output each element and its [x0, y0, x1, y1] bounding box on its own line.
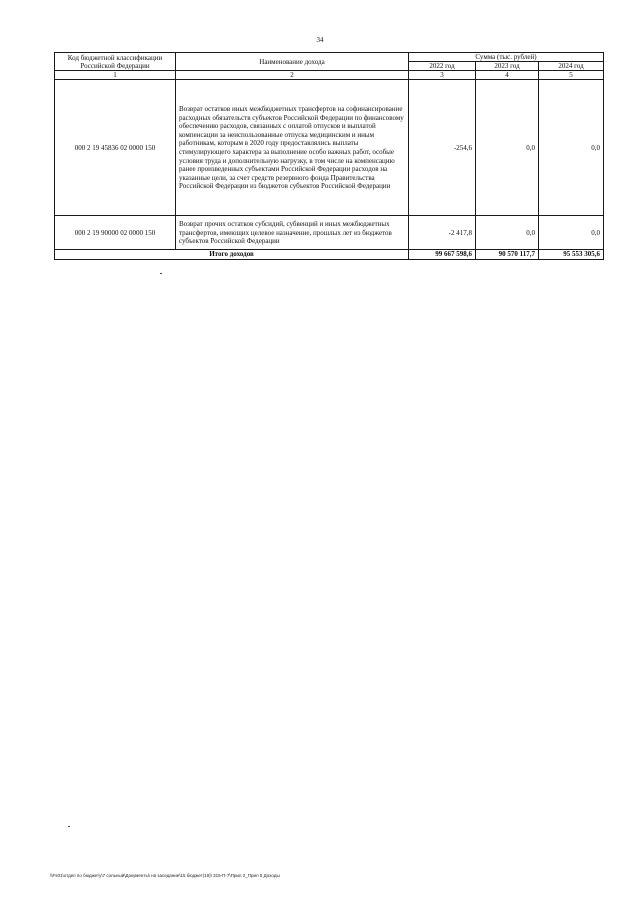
column-number-row — [55, 71, 604, 80]
table-row — [55, 216, 604, 250]
column-number: 3 — [409, 71, 476, 80]
header-year-2022: 2022 год — [409, 62, 476, 71]
scan-speck — [160, 273, 162, 274]
row-name: Возврат прочих остатков субсидий, субвенций и иных межбюджетных трансфертов, имеющих целевое назначение, прошлых лет из бюджетов субъектов Российской Федерации — [176, 216, 409, 250]
column-number: 4 — [476, 71, 539, 80]
total-amount-2024: 95 553 305,6 — [539, 250, 604, 260]
row-amount-2024: 0,0 — [539, 216, 604, 250]
total-label: Итого доходов — [55, 250, 409, 260]
column-number: 1 — [55, 71, 176, 80]
total-amount-2022: 99 667 598,6 — [409, 250, 476, 260]
header-code: Код бюджетной классификации Российской Федерации — [55, 53, 176, 71]
column-number: 2 — [176, 71, 409, 80]
revenue-table — [54, 52, 604, 260]
row-amount-2022: -254,6 — [409, 80, 476, 216]
row-amount-2024: 0,0 — [539, 80, 604, 216]
row-name: Возврат остатков иных межбюджетных трансфертов на софинансирование расходных обязательств субъектов Российской Федерации по финансовому обеспечению расходов, связанных с оплатой отпусков и выплатой компенсации за неиспользованные отпуска медицинским и иным работникам, которым в 2020 году предоставлялись выплаты стимулирующего характера за выполнение особо важных работ, особые условия труда и дополнительную нагрузку, в том числе на компенсацию ранее произведенных субъектами Российской Федерации расходов на указанные цели, за счет средств резервного фонда Правительства Российской Федерации из бюджетов субъектов Российской Федерации — [176, 80, 409, 216]
header-year-2024: 2024 год — [539, 62, 604, 71]
row-amount-2022: -2 417,8 — [409, 216, 476, 250]
scan-speck — [68, 826, 70, 827]
header-year-2023: 2023 год — [476, 62, 539, 71]
row-amount-2023: 0,0 — [476, 216, 539, 250]
row-code: 000 2 19 45836 02 0000 150 — [55, 80, 176, 216]
header-sum: Сумма (тыс. рублей) — [409, 53, 604, 62]
total-amount-2023: 90 570 117,7 — [476, 250, 539, 260]
total-row — [55, 250, 604, 260]
table-row — [55, 80, 604, 216]
column-number: 5 — [539, 71, 604, 80]
footer-file-path: \\Fs01\отдел по бюджету\7 сольный\Документы\ на заседание\15 бюджет(19)\ 315-П-7\Прил 2_Прил 5 Доходы — [50, 873, 280, 878]
header-name: Наименование дохода — [176, 53, 409, 71]
page-number: 34 — [316, 36, 324, 44]
table-header-row — [55, 53, 604, 62]
row-amount-2023: 0,0 — [476, 80, 539, 216]
row-code: 000 2 19 90000 02 0000 150 — [55, 216, 176, 250]
